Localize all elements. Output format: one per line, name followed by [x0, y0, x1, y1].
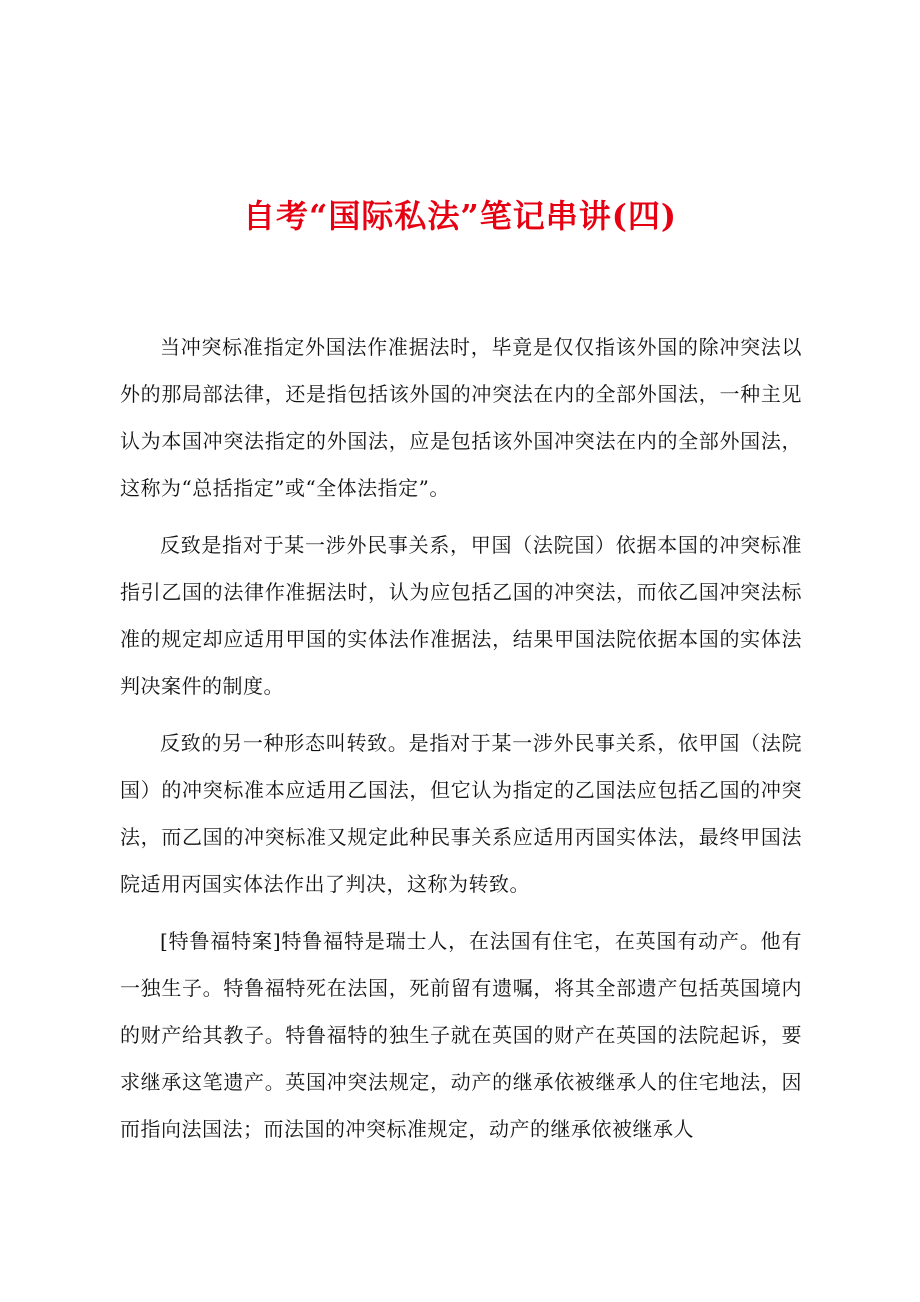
paragraph: 反致是指对于某一涉外民事关系，甲国（法院国）依据本国的冲突标准指引乙国的法律作准据法时，认为应包括乙国的冲突法，而依乙国冲突法标准的规定却应适用甲国的实体法作准据法，结果甲国法院依据本国的实体法判决案件的制度。 [120, 533, 802, 698]
paragraph: 当冲突标准指定外国法作准据法时，毕竟是仅仅指该外国的除冲突法以外的那局部法律，还是指包括该外国的冲突法在内的全部外国法，一种主见认为本国冲突法指定的外国法，应是包括该外国冲突法在内的全部外国法，这称为“总括指定”或“全体法指定”。 [120, 335, 802, 500]
paragraph: [特鲁福特案]特鲁福特是瑞士人，在法国有住宅，在英国有动产。他有一独生子。特鲁福特死在法国，死前留有遗嘱，将其全部遗产包括英国境内的财产给其教子。特鲁福特的独生子就在英国的财产在英国的法院起诉，要求继承这笔遗产。英国冲突法规定，动产的继承依被继承人的住宅地法，因而指向法国法；而法国的冲突标准规定，动产的继承依被继承人 [120, 929, 802, 1141]
document-body [120, 324, 802, 1163]
paragraph: 反致的另一种形态叫转致。是指对于某一涉外民事关系，依甲国（法院国）的冲突标准本应适用乙国法，但它认为指定的乙国法应包括乙国的冲突法，而乙国的冲突标准又规定此种民事关系应适用丙国实体法，最终甲国法院适用丙国实体法作出了判决，这称为转致。 [120, 731, 802, 896]
document-title: 自考“国际私法”笔记串讲(四) [242, 197, 678, 235]
